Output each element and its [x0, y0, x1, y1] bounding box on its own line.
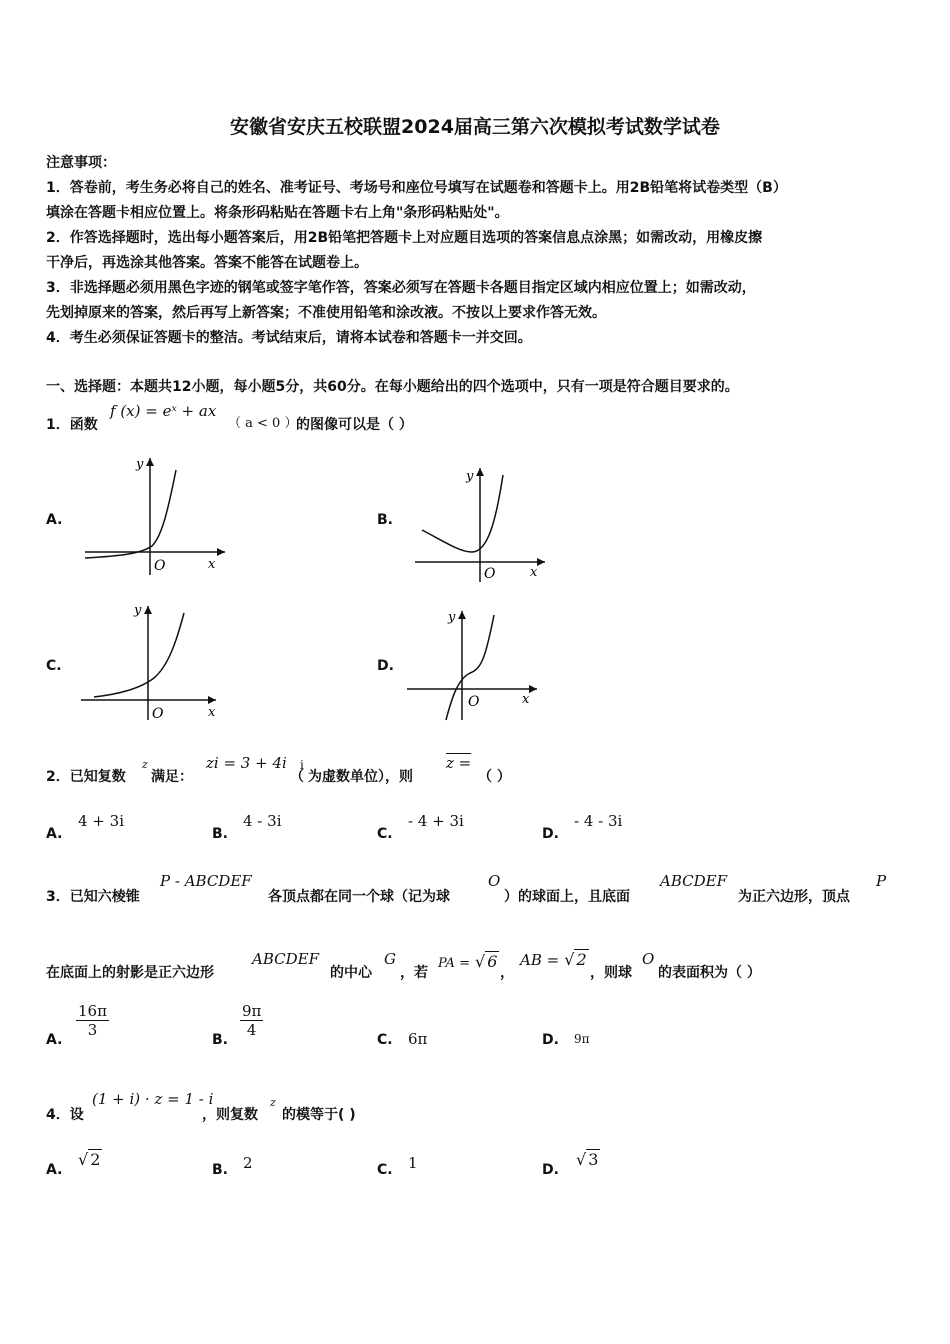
section-heading: 一、选择题：本题共12小题，每小题5分，共60分。在每小题给出的四个选项中，只有一项是符合题目要求的。: [46, 379, 739, 395]
q1-suffix: 的图像可以是（ ）: [296, 417, 413, 433]
q4-formula: (1 + i) · z = 1 - i: [92, 1090, 214, 1108]
q2-paren: （: [290, 769, 304, 785]
q4-prefix: 4．设: [46, 1107, 84, 1123]
q2-option-a-value: 4 + 3i: [78, 812, 124, 830]
notice-line: 2．作答选择题时，选出每小题答案后，用2B铅笔把答题卡上对应题目选项的答案信息点涂黑；如需改动，用橡皮擦: [46, 230, 763, 246]
q3-option-a-value: $\frac{16\pi}{3}$: [78, 1002, 107, 1039]
q1-condition: （ a < 0 ）: [228, 416, 298, 431]
q2-i-var: i: [300, 758, 304, 772]
notice-line: 填涂在答题卡相应位置上。将条形码粘贴在答题卡右上角"条形码粘贴处"。: [46, 205, 509, 221]
axis-x-label: x: [208, 557, 216, 572]
q4-option-b-value: 2: [243, 1154, 253, 1172]
q4-option-c-value: 1: [408, 1154, 418, 1172]
q1-formula: f (x) = eˣ + ax: [110, 402, 217, 420]
q1-option-c-label: C.: [46, 658, 62, 674]
q3-option-a-label: A.: [46, 1032, 63, 1048]
notice-line: 干净后，再选涂其他答案。答案不能答在试题卷上。: [46, 255, 368, 271]
axis-y-label: y: [134, 603, 142, 618]
q2-mid: 满足：: [151, 769, 193, 785]
q4-option-d-label: D.: [542, 1162, 559, 1178]
q3-text-2: ）的球面上，且底面: [504, 889, 630, 905]
q3-comma: ，: [500, 965, 514, 981]
axis-x-label: x: [208, 705, 216, 720]
axis-y-label: y: [466, 469, 474, 484]
q1-prefix: 1．函数: [46, 417, 98, 433]
q4-option-a-label: A.: [46, 1162, 63, 1178]
q4-suffix: 的模等于( ): [282, 1107, 356, 1123]
q1-option-a-label: A.: [46, 512, 63, 528]
q4-mid: ，则复数: [202, 1107, 258, 1123]
q1-option-d-label: D.: [377, 658, 394, 674]
axis-y-label: y: [448, 610, 456, 625]
q3-option-b-label: B.: [212, 1032, 228, 1048]
q2-suffix: （ ）: [478, 769, 511, 785]
origin-label: O: [152, 706, 164, 722]
q3-line2-text-4: ，则球: [590, 965, 632, 981]
q3-text-3: 为正六边形，顶点: [738, 889, 850, 905]
q2-zbar: z =: [446, 754, 472, 772]
q2-option-c-label: C.: [377, 826, 393, 842]
q2-z-var: z: [142, 758, 148, 771]
q2-option-a-label: A.: [46, 826, 63, 842]
notice-line: 先划掉原来的答案，然后再写上新答案；不准使用铅笔和涂改液。不按以上要求作答无效。: [46, 305, 606, 321]
q1-option-b-label: B.: [377, 512, 393, 528]
q3-center-g: G: [384, 950, 396, 968]
notice-line: 3．非选择题必须用黑色字迹的钢笔或签字笔作答，答案必须写在答题卡各题目指定区域内相应位置上；如需改动，: [46, 280, 756, 296]
q4-option-c-label: C.: [377, 1162, 393, 1178]
q2-option-d-value: - 4 - 3i: [574, 812, 623, 830]
q3-ab: AB = √ 2: [520, 950, 587, 969]
q3-line2-sphere-o: O: [642, 950, 655, 968]
page-title: 安徽省安庆五校联盟2024届高三第六次模拟考试数学试卷: [230, 116, 720, 138]
q2-note: 为虚数单位），则: [308, 769, 413, 785]
q1-graph-d: [402, 605, 552, 725]
q3-line2-text-5: 的表面积为（ ）: [658, 965, 761, 981]
notice-heading: 注意事项：: [46, 155, 116, 171]
q4-option-d-value: √ 3: [576, 1150, 599, 1169]
q3-pa: PA = √ 6: [438, 952, 498, 971]
q1-graph-a: [80, 450, 230, 580]
q2-option-d-label: D.: [542, 826, 559, 842]
axis-x-label: x: [530, 565, 538, 580]
axis-y-label: y: [136, 457, 144, 472]
q3-vertex-p: P: [876, 872, 887, 890]
q3-line2-text-1: 在底面上的射影是正六边形: [46, 965, 214, 981]
q4-z-var: z: [270, 1096, 276, 1109]
notice-line: 4．考生必须保证答题卡的整洁。考试结束后，请将本试卷和答题卡一并交回。: [46, 330, 532, 346]
q3-line2-text-2: 的中心: [330, 965, 372, 981]
q3-sphere-o: O: [488, 872, 501, 890]
origin-label: O: [468, 694, 480, 710]
q3-option-c-label: C.: [377, 1032, 393, 1048]
q1-graph-c: [76, 598, 226, 723]
q3-line2-base: ABCDEF: [252, 950, 319, 968]
q4-option-b-label: B.: [212, 1162, 228, 1178]
q2-formula: zi = 3 + 4i: [206, 754, 287, 772]
q3-line2-text-3: ，若: [400, 965, 428, 981]
q2-option-b-value: 4 - 3i: [243, 812, 282, 830]
q3-text-1: 各顶点都在同一个球（记为球: [268, 889, 450, 905]
q3-option-b-value: $\frac{9\pi}{4}$: [242, 1002, 262, 1039]
q1-graph-b: [410, 460, 560, 585]
origin-label: O: [154, 558, 166, 574]
origin-label: O: [484, 566, 496, 582]
q3-option-d-label: D.: [542, 1032, 559, 1048]
notice-line: 1．答卷前，考生务必将自己的姓名、准考证号、考场号和座位号填写在试题卷和答题卡上。用2B铅笔将试卷类型（B）: [46, 180, 787, 196]
q3-option-c-value: 6π: [408, 1030, 428, 1048]
q2-prefix: 2．已知复数: [46, 769, 126, 785]
q3-prefix: 3．已知六棱锥: [46, 889, 140, 905]
q2-option-c-value: - 4 + 3i: [408, 812, 464, 830]
axis-x-label: x: [522, 692, 530, 707]
q3-base: ABCDEF: [660, 872, 727, 890]
q2-option-b-label: B.: [212, 826, 228, 842]
q4-option-a-value: √ 2: [78, 1150, 101, 1169]
q3-pyramid: P - ABCDEF: [160, 872, 252, 890]
q3-option-d-value: 9π: [574, 1032, 590, 1046]
